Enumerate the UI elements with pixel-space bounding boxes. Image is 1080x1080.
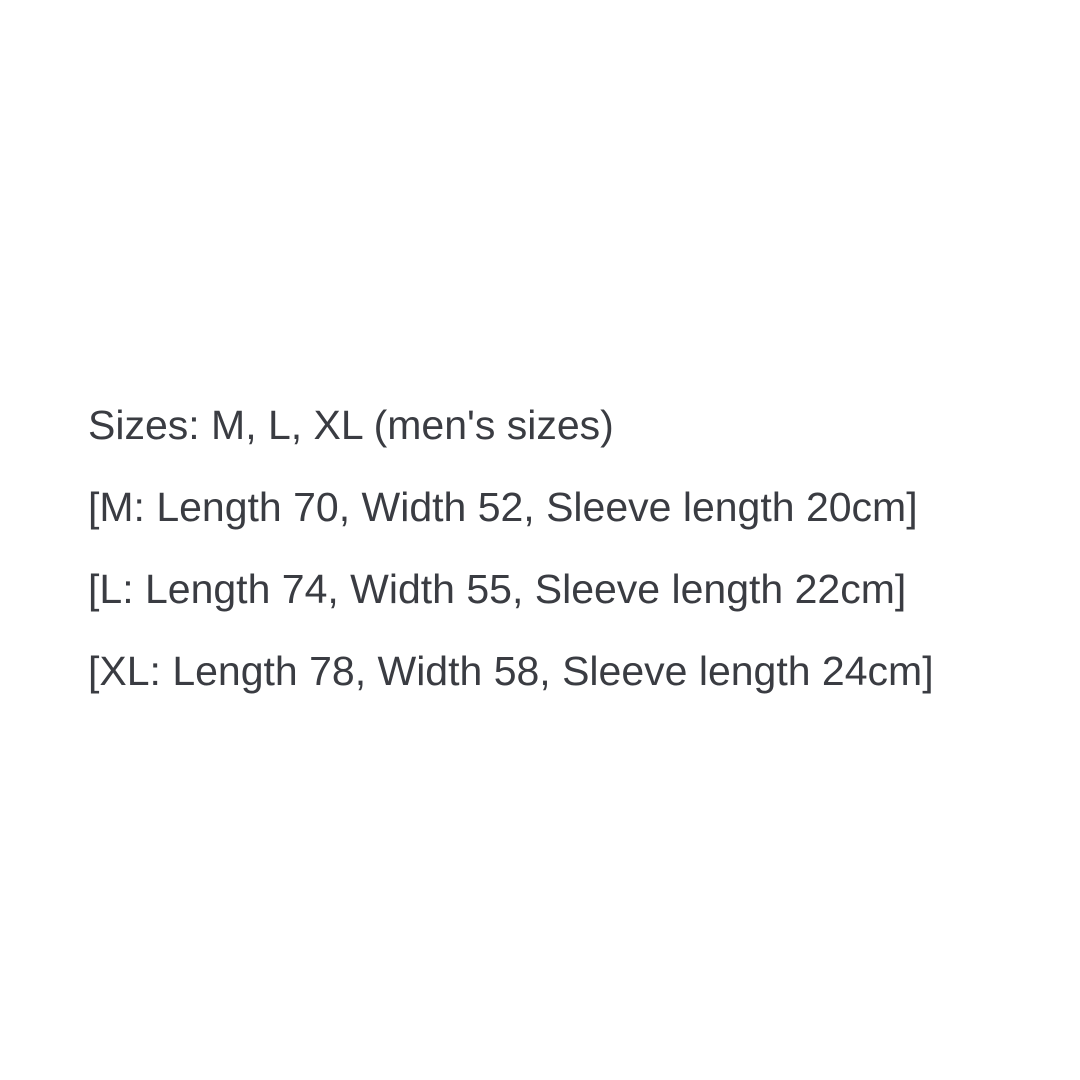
size-m-measurements-line: [M: Length 70, Width 52, Sleeve length 20cm]	[88, 484, 918, 530]
sizes-summary-line: Sizes: M, L, XL (men's sizes)	[88, 402, 614, 448]
size-xl-measurements-line: [XL: Length 78, Width 58, Sleeve length 24cm]	[88, 648, 934, 694]
size-l-measurements-line: [L: Length 74, Width 55, Sleeve length 22cm]	[88, 566, 907, 612]
size-info-block	[88, 384, 1028, 712]
